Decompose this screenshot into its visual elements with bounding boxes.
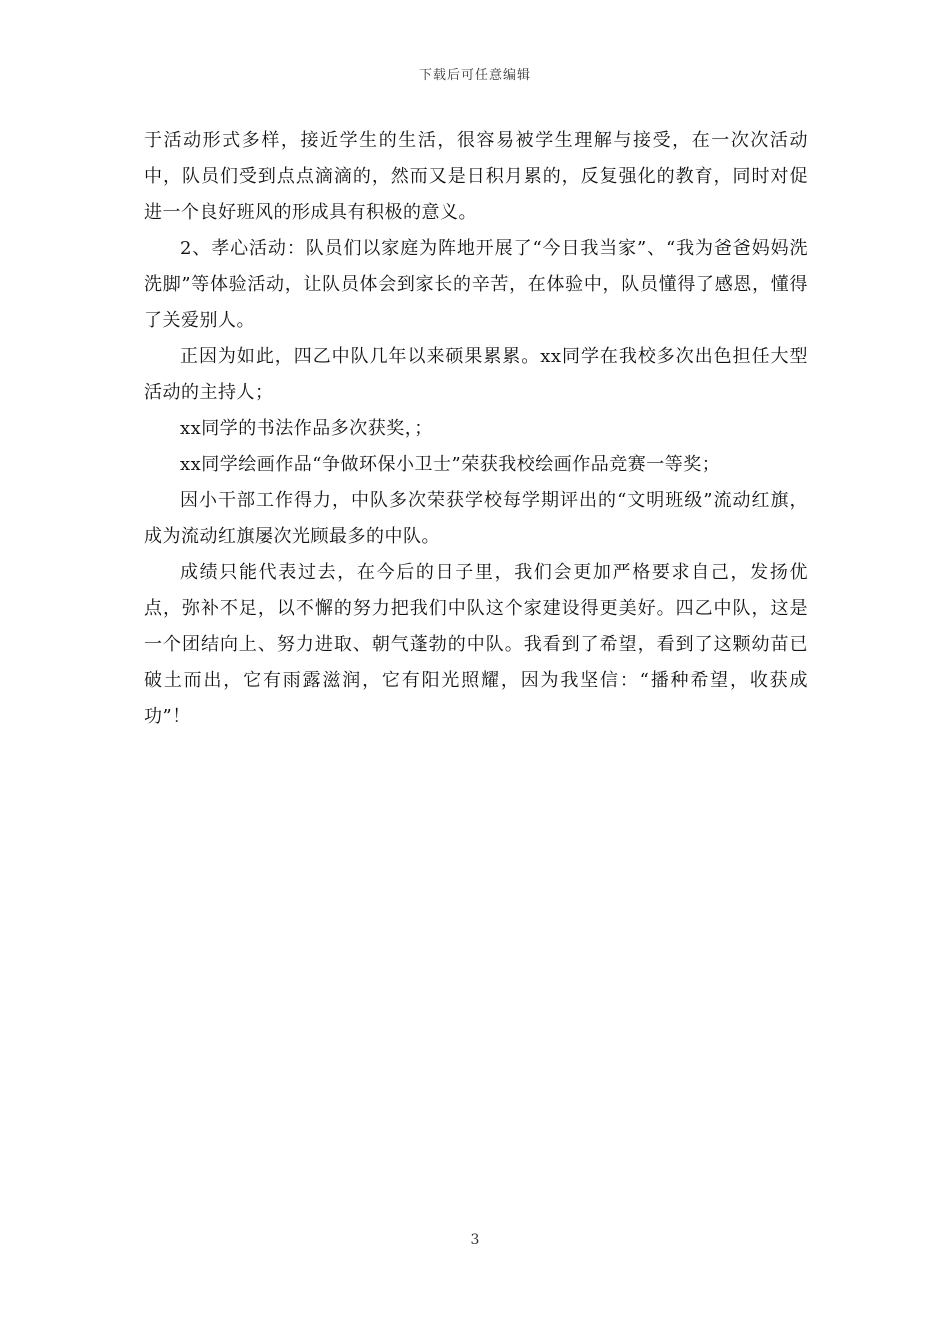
paragraph-filial-activity: 2、孝心活动：队员们以家庭为阵地开展了“今日我当家”、“我为爸爸妈妈洗洗脚”等体验活动，让队员体会到家长的辛苦，在体验中，队员懂得了感恩，懂得了关爱别人。: [144, 238, 808, 331]
paragraph-red-flag: 因小干部工作得力，中队多次荣获学校每学期评出的“文明班级”流动红旗，成为流动红旗屡次光顾最多的中队。: [144, 490, 808, 547]
paragraph-achievements: 正因为如此，四乙中队几年以来硕果累累。xx同学在我校多次出色担任大型活动的主持人；: [144, 346, 808, 403]
paragraph-calligraphy-award: xx同学的书法作品多次获奖，；: [180, 418, 433, 439]
document-body: [144, 123, 808, 735]
page-number: 3: [470, 1232, 480, 1248]
paragraph-painting-award: xx同学绘画作品“争做环保小卫士”荣获我校绘画作品竞赛一等奖；: [180, 454, 721, 475]
paragraph-continued: 于活动形式多样，接近学生的生活，很容易被学生理解与接受，在一次次活动中，队员们受到点点滴滴的，然而又是日积月累的，反复强化的教育，同时对促进一个良好班风的形成具有积极的意义。: [144, 130, 808, 223]
page-header: 下载后可任意编辑: [418, 68, 531, 83]
paragraph-conclusion: 成绩只能代表过去，在今后的日子里，我们会更加严格要求自己，发扬优点，弥补不足，以不懈的努力把我们中队这个家建设得更美好。四乙中队，这是一个团结向上、努力进取、朝气蓬勃的中队。我看到了希望，看到了这颗幼苗已破土而出，它有雨露滋润，它有阳光照耀，因为我坚信：“播种希望，收获成功”！: [144, 562, 808, 727]
